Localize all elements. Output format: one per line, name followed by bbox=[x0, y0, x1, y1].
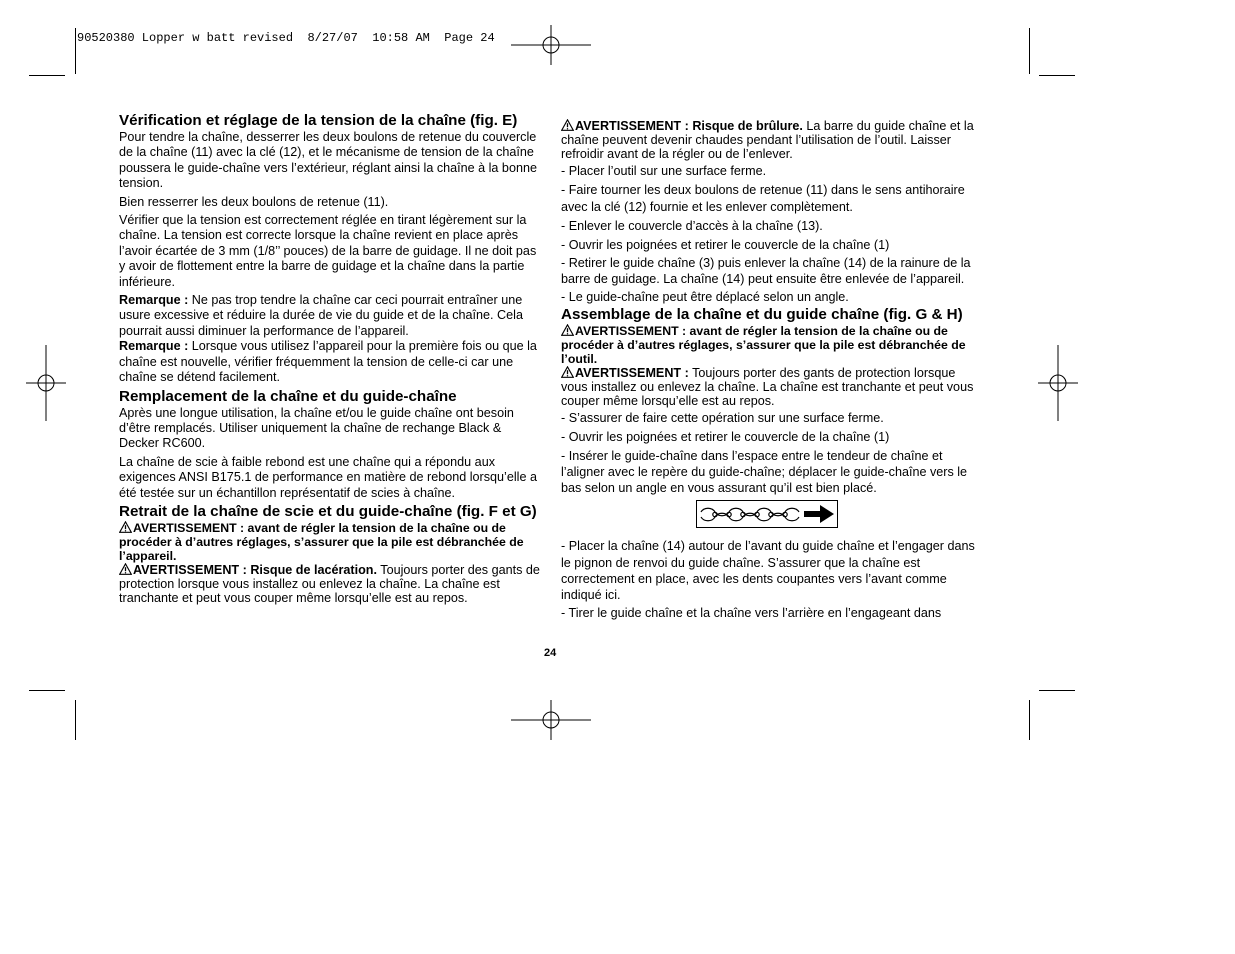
warning-triangle-icon bbox=[561, 366, 574, 378]
crop-mark-tl-h bbox=[29, 75, 65, 76]
paragraph: Pour tendre la chaîne, desserrer les deux boulons de retenue du couvercle de la chaîne (11) avec la clé (12), et le mécanisme de tension de la chaîne poussera le guide-chaîne vers l’extérieur, réglant ainsi la chaîne à la bonne tension. bbox=[119, 130, 537, 191]
chain-direction-figure bbox=[696, 500, 838, 528]
crop-mark-tr-v bbox=[1029, 28, 1030, 74]
list-item: - Placer l’outil sur une surface ferme. bbox=[561, 164, 767, 178]
warning-label: AVERTISSEMENT : Risque de lacération. bbox=[133, 562, 377, 577]
remark-text: Lorsque vous utilisez l’appareil pour la première fois ou que la chaîne est nouvelle, vérifier fréquemment la tension de celle-ci car une chaîne se détend facilement. bbox=[119, 339, 537, 385]
warning-text: La barre du guide chaîne et la chaîne peuvent devenir chaudes pendant l’utilisation de l’outil. Laisser refroidir avant de la régler ou de l’enlever. bbox=[561, 119, 974, 161]
heading-chain-removal: Retrait de la chaîne de scie et du guide-chaîne (fig. F et G) bbox=[119, 502, 537, 520]
page-number: 24 bbox=[544, 647, 557, 659]
paragraph: Vérifier que la tension est correctement réglée en tirant légèrement sur la chaîne. La tension est correcte lorsque la chaîne revient en place après l’avoir écartée de 3 mm (1/8’’ pouces) de la barre de guidage. Il ne doit pas y avoir de flottement entre la barre de guidage et la chaîne dans la partie inférieure. bbox=[119, 213, 537, 289]
warning-battery bbox=[561, 324, 983, 366]
list-item: - Retirer le guide chaîne (3) puis enlever la chaîne (14) de la rainure de la barre de guidage. La chaîne (14) peut ensuite être enlevée de l’appareil. bbox=[561, 256, 971, 286]
list-item: - Placer la chaîne (14) autour de l’avant du guide chaîne et l’engager dans le pignon de renvoi du guide chaîne. S’assurer que la chaîne est correctement en place, avec les dents coupantes vers l’avant comme indiqué ici. bbox=[561, 539, 975, 603]
paragraph: Après une longue utilisation, la chaîne et/ou le guide chaîne ont besoin d’être remplacés. Utiliser uniquement la chaîne de rechange Black & Decker RC600. bbox=[119, 405, 514, 451]
warning-triangle-icon bbox=[119, 563, 132, 575]
crop-mark-tr-h bbox=[1039, 75, 1075, 76]
warning-triangle-icon bbox=[561, 324, 574, 336]
remark-label: Remarque : bbox=[119, 339, 189, 354]
list-item: - S’assurer de faire cette opération sur une surface ferme. bbox=[561, 411, 884, 426]
heading-chain-assembly: Assemblage de la chaîne et du guide chaîne (fig. G & H) bbox=[561, 306, 963, 324]
warning-label: AVERTISSEMENT : bbox=[575, 366, 689, 381]
warning-text: AVERTISSEMENT : avant de régler la tension de la chaîne ou de procéder à d’autres réglages, s’assurer que la pile est débranchée de l’appareil. bbox=[119, 520, 524, 563]
warning-triangle-icon bbox=[561, 119, 574, 131]
list-item: - Insérer le guide-chaîne dans l’espace entre le tendeur de chaîne et l’aligner avec le repère du guide-chaîne; déplacer le guide-chaîne vers le bas selon un angle en vous assurant qu’il est bien placé. bbox=[561, 449, 968, 496]
crop-mark-bl-v bbox=[75, 700, 76, 740]
right-column bbox=[561, 119, 983, 625]
crop-mark-tl-v bbox=[75, 28, 76, 74]
registration-mark-right bbox=[1038, 345, 1078, 421]
warning-label: AVERTISSEMENT : Risque de brûlure. bbox=[575, 119, 803, 133]
warning-gloves bbox=[561, 366, 983, 408]
warning-text: Toujours porter des gants de protection lorsque vous installez ou enlevez la chaîne. La chaîne est tranchante et peut vous couper même lorsqu’elle est au repos. bbox=[561, 366, 974, 409]
remark-label: Remarque : bbox=[119, 293, 189, 308]
remark-1 bbox=[119, 293, 541, 339]
warning-battery bbox=[119, 521, 541, 563]
list-item: - Enlever le couvercle d’accès à la chaîne (13). bbox=[561, 219, 823, 234]
printer-slug: 90520380 Lopper w batt revised 8/27/07 10:58 AM Page 24 bbox=[77, 31, 495, 45]
warning-triangle-icon bbox=[119, 521, 132, 533]
warning-laceration bbox=[119, 563, 541, 605]
warning-text: Toujours porter des gants de protection lorsque vous installez ou enlevez la chaîne. La chaîne est tranchante et peut vous couper même lorsqu’elle est au repos. bbox=[119, 562, 540, 605]
paragraph: Bien resserrer les deux boulons de retenue (11). bbox=[119, 194, 389, 209]
warning-text: AVERTISSEMENT : avant de régler la tension de la chaîne ou de procéder à d’autres réglages, s’assurer que la pile est débranchée de l’outil. bbox=[561, 324, 966, 367]
registration-mark-bottom bbox=[511, 700, 591, 740]
crop-mark-br-h bbox=[1039, 690, 1075, 691]
list-item: - Tirer le guide chaîne et la chaîne vers l’arrière en l’engageant dans bbox=[561, 606, 942, 621]
warning-burn bbox=[561, 119, 983, 161]
list-item: - Ouvrir les poignées et retirer le couvercle de la chaîne (1) bbox=[561, 429, 890, 444]
list-item: - Le guide-chaîne peut être déplacé selon un angle. bbox=[561, 290, 849, 305]
heading-chain-tension: Vérification et réglage de la tension de la chaîne (fig. E) bbox=[119, 112, 518, 129]
list-item: - Ouvrir les poignées et retirer le couvercle de la chaîne (1) bbox=[561, 237, 890, 252]
registration-mark-top bbox=[511, 25, 591, 65]
left-column bbox=[119, 113, 541, 608]
registration-mark-left bbox=[26, 345, 66, 421]
remark-text: Ne pas trop tendre la chaîne car ceci pourrait entraîner une usure excessive et réduire la durée de vie du guide et de la chaîne. Cela pourrait aussi diminuer la performance de l’appareil. bbox=[119, 293, 523, 338]
heading-chain-replacement: Remplacement de la chaîne et du guide-chaîne bbox=[119, 387, 457, 405]
remark-2 bbox=[119, 339, 541, 385]
crop-mark-br-v bbox=[1029, 700, 1030, 740]
crop-mark-bl-h bbox=[29, 690, 65, 691]
paragraph: La chaîne de scie à faible rebond est une chaîne qui a répondu aux exigences ANSI B175.1 de performance en matière de rebond lorsqu’elle a été testée sur un échantillon représentatif de scies à chaîne. bbox=[119, 454, 537, 500]
list-item: - Faire tourner les deux boulons de retenue (11) dans le sens antihoraire avec la clé (12) fournie et les enlever complètement. bbox=[561, 183, 965, 215]
